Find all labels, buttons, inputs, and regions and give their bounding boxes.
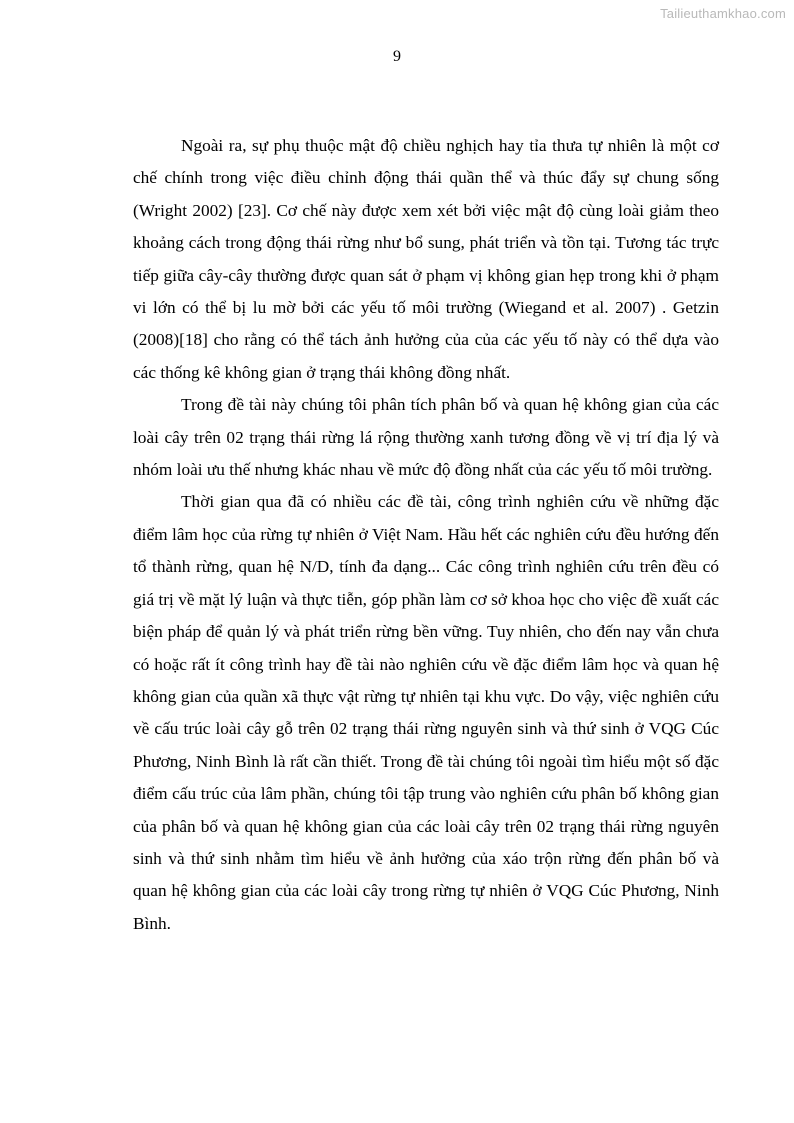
page-number: 9 [393, 48, 401, 65]
paragraph-density-dependence: Ngoài ra, sự phụ thuộc mật độ chiều nghịch hay tỉa thưa tự nhiên là một cơ chế chính trong việc điều chỉnh động thái quần thể và thúc đẩy sự chung sống (Wright 2002) [23]. Cơ chế này được xem xét bởi việc mật độ cùng loài giảm theo khoảng cách trong động thái rừng như bổ sung, phát triển và tồn tại. Tương tác trực tiếp giữa cây-cây thường được quan sát ở phạm vị không gian hẹp trong khi ở phạm vi lớn có thể bị lu mờ bởi các yếu tố môi trường (Wiegand et al. 2007) . Getzin (2008)[18] cho rằng có thể tách ảnh hưởng của của các yếu tố này có thể dựa vào các thống kê không gian ở trạng thái không đồng nhất. [133, 136, 719, 382]
watermark-text: Tailieuthamkhao.com [660, 6, 786, 21]
paragraph-research-rationale: Thời gian qua đã có nhiều các đề tài, công trình nghiên cứu về những đặc điểm lâm học của rừng tự nhiên ở Việt Nam. Hầu hết các nghiên cứu đều hướng đến tổ thành rừng, quan hệ N/D, tính đa dạng... Các công trình nghiên cứu trên đều có giá trị về mặt lý luận và thực tiễn, góp phần làm cơ sở khoa học cho việc đề xuất các biện pháp để quản lý và phát triển rừng bền vững. Tuy nhiên, cho đến nay vẫn chưa có hoặc rất ít công trình hay đề tài nào nghiên cứu về đặc điểm lâm học và quan hệ không gian của quần xã thực vật rừng tự nhiên tại khu vực. Do vậy, việc nghiên cứu về cấu trúc loài cây gỗ trên 02 trạng thái rừng nguyên sinh và thứ sinh ở VQG Cúc Phương, Ninh Bình là rất cần thiết. Trong đề tài chúng tôi ngoài tìm hiểu một số đặc điểm cấu trúc của lâm phần, chúng tôi tập trung vào nghiên cứu phân bố không gian của phân bố và quan hệ không gian của các loài cây trên 02 trạng thái rừng nguyên sinh và thứ sinh nhằm tìm hiểu về ảnh hưởng của xáo trộn rừng đến phân bố và quan hệ không gian của các loài cây trong rừng tự nhiên ở VQG Cúc Phương, Ninh Bình. [133, 492, 719, 933]
document-body [133, 130, 719, 940]
paragraph-study-scope: Trong đề tài này chúng tôi phân tích phân bố và quan hệ không gian của các loài cây trên 02 trạng thái rừng lá rộng thường xanh tương đồng về vị trí địa lý và nhóm loài ưu thế nhưng khác nhau về mức độ đồng nhất của các yếu tố môi trường. [133, 395, 719, 480]
